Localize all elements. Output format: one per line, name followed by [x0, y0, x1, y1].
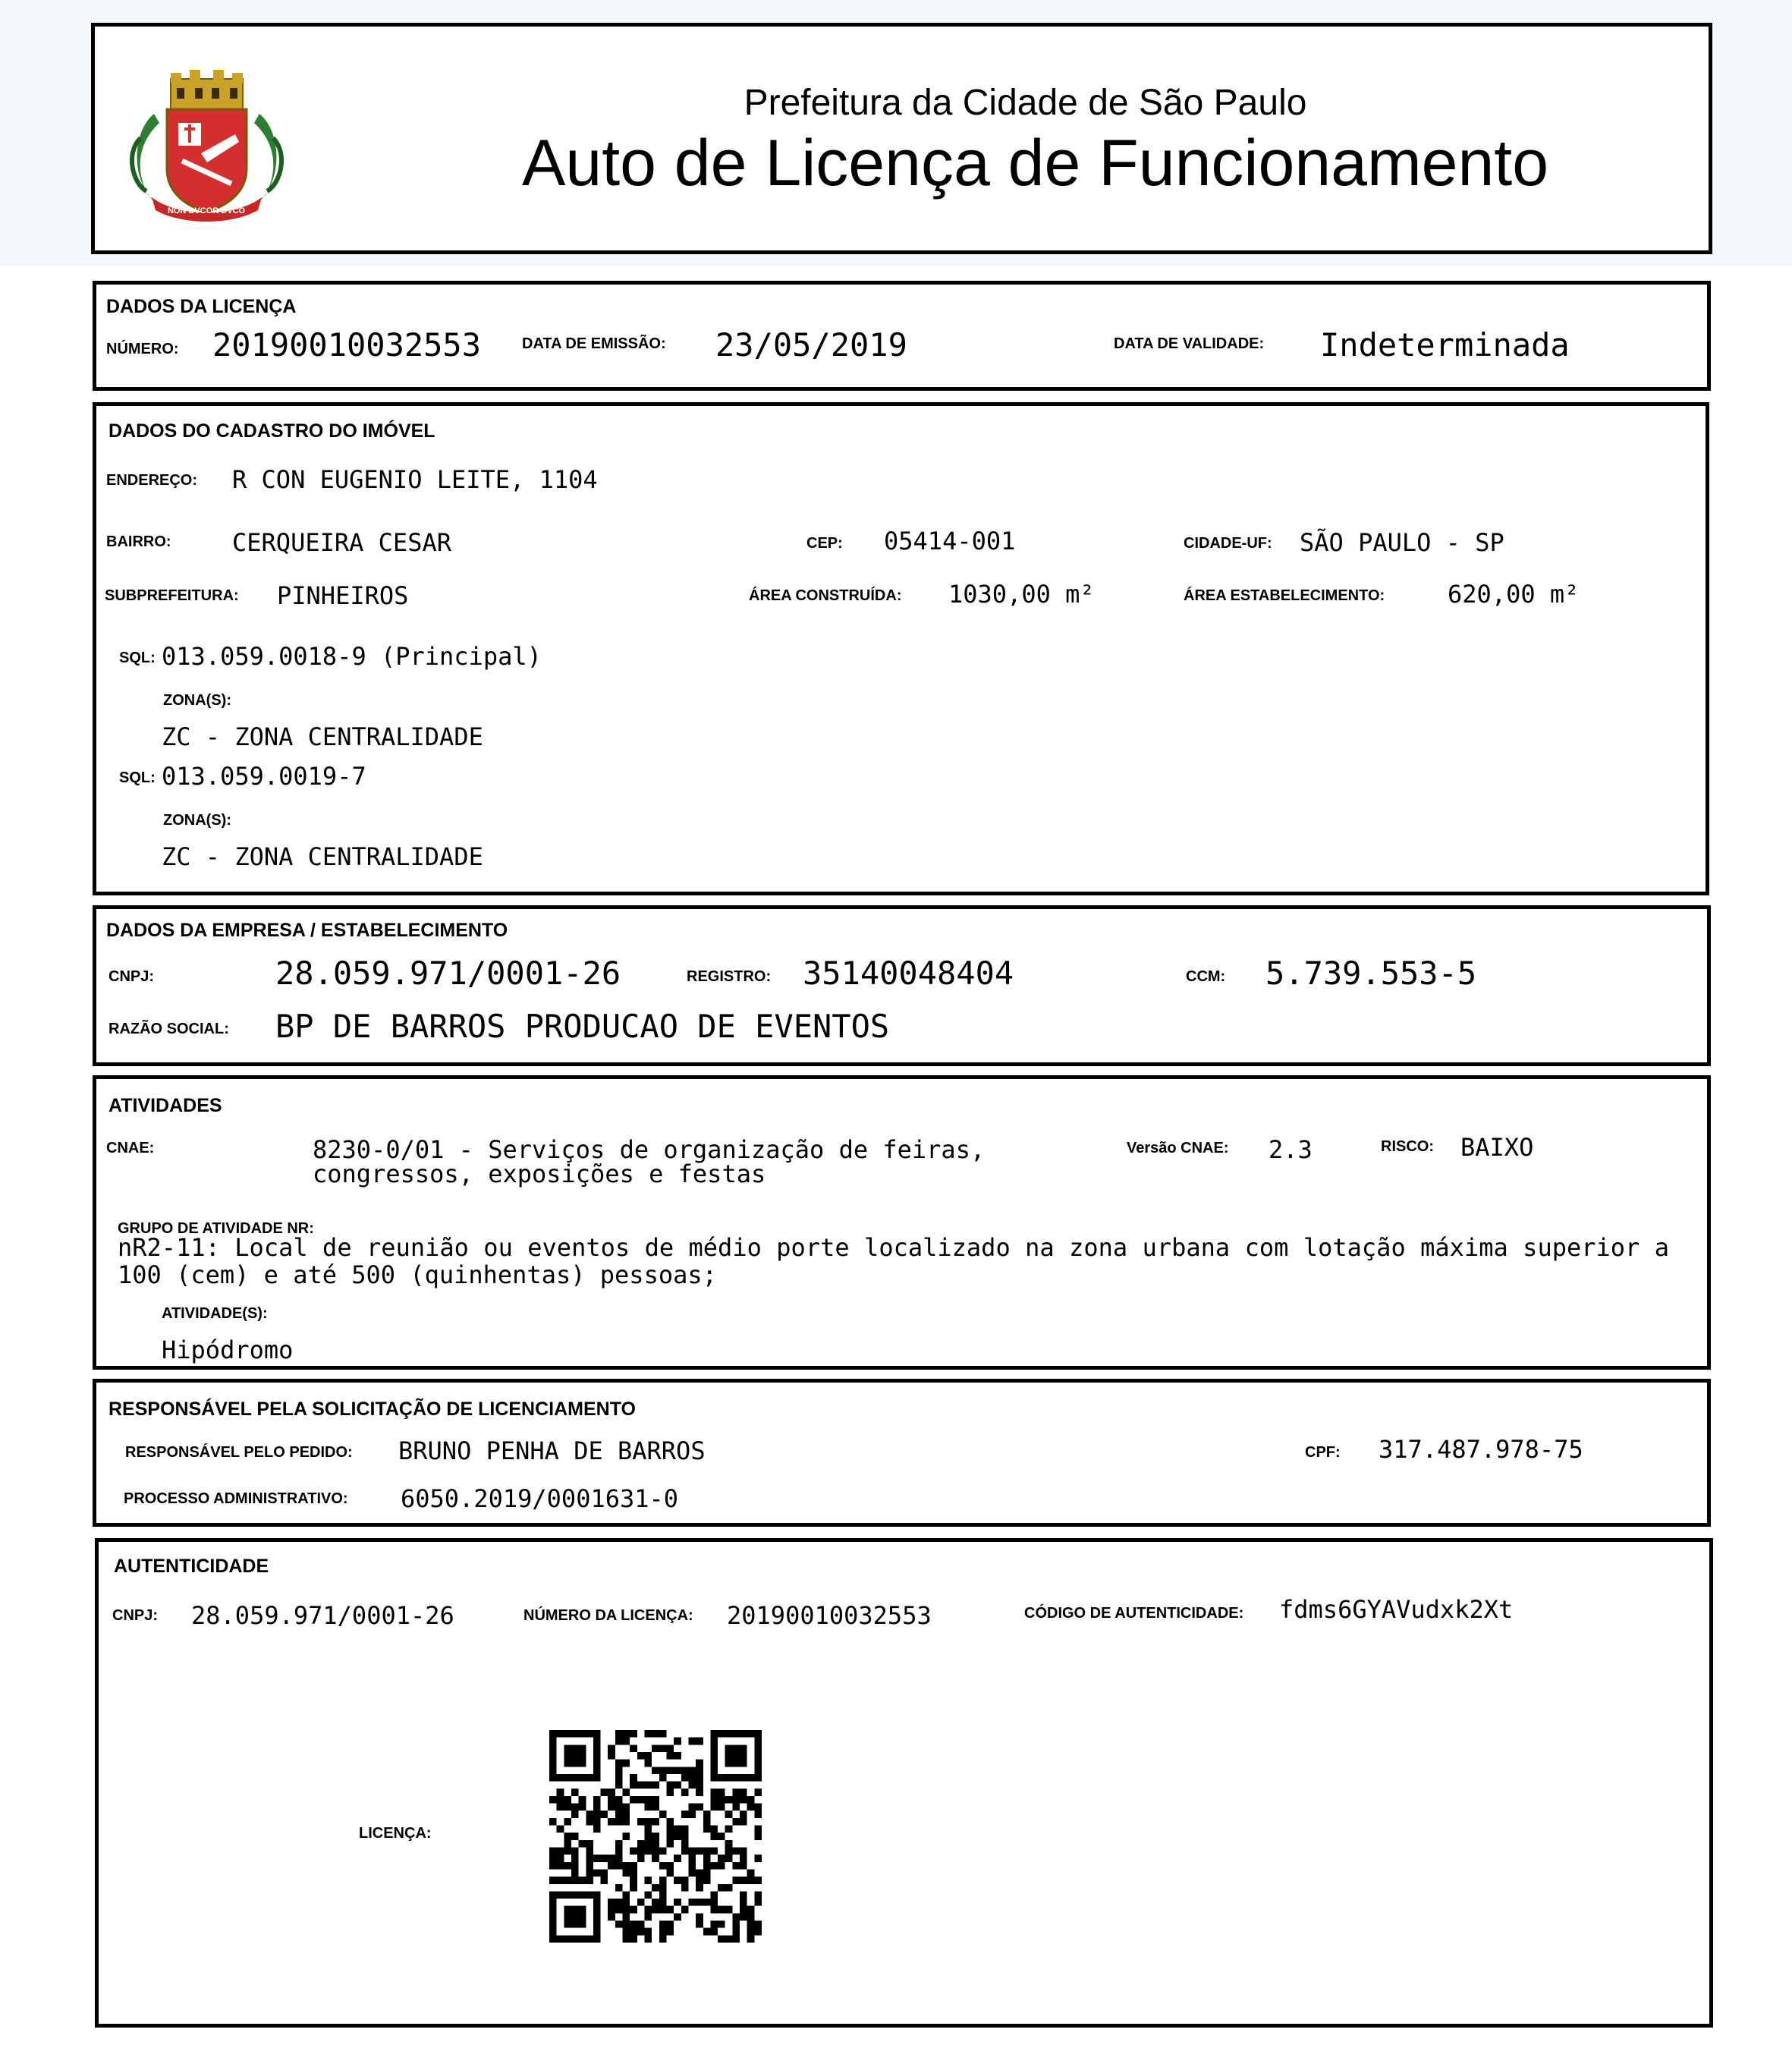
registro-value: 35140048404 — [803, 955, 1014, 992]
atividades-section-title: ATIVIDADES — [108, 1095, 222, 1116]
cnpj-value: 28.059.971/0001-26 — [275, 955, 621, 992]
header-org-title: Prefeitura da Cidade de São Paulo — [744, 83, 1307, 123]
sql-label: SQL: — [119, 650, 156, 666]
subprefeitura-value: PINHEIROS — [277, 581, 409, 610]
area-construida-label: ÁREA CONSTRUÍDA: — [749, 587, 902, 604]
cnae-value-line1: 8230-0/01 - Serviços de organização de feiras, — [313, 1135, 986, 1164]
zonas-label: ZONA(S): — [163, 692, 231, 709]
cidade-value: SÃO PAULO - SP — [1300, 528, 1504, 557]
versao-cnae-value: 2.3 — [1269, 1135, 1313, 1164]
cpf-value: 317.487.978-75 — [1379, 1435, 1583, 1464]
license-qr-code[interactable] — [549, 1730, 762, 1943]
zona-value: ZC - ZONA CENTRALIDADE — [162, 722, 483, 751]
ccm-value: 5.739.553-5 — [1265, 955, 1477, 992]
risco-value: BAIXO — [1460, 1133, 1534, 1162]
area-estabelecimento-label: ÁREA ESTABELECIMENTO: — [1184, 587, 1385, 604]
imovel-section-title: DADOS DO CADASTRO DO IMÓVEL — [108, 420, 435, 442]
processo-value: 6050.2019/0001631-0 — [401, 1484, 679, 1513]
subprefeitura-label: SUBPREFEITURA: — [105, 587, 239, 604]
area-construida-value: 1030,00 m² — [948, 580, 1095, 609]
emissao-value: 23/05/2019 — [715, 326, 907, 363]
zonas-label: ZONA(S): — [163, 812, 231, 829]
area-estabelecimento-value: 620,00 m² — [1448, 580, 1580, 609]
razao-social-label: RAZÃO SOCIAL: — [108, 1021, 229, 1037]
atividades-section-box — [93, 1075, 1711, 1370]
endereco-value: R CON EUGENIO LEITE, 1104 — [232, 465, 598, 494]
sql-value: 013.059.0019-7 — [162, 762, 366, 791]
processo-label: PROCESSO ADMINISTRATIVO: — [124, 1490, 348, 1507]
cep-label: CEP: — [806, 535, 843, 552]
svg-text:NON DVCOR DVCO: NON DVCOR DVCO — [167, 206, 246, 216]
ccm-label: CCM: — [1186, 968, 1226, 985]
validade-label: DATA DE VALIDADE: — [1114, 335, 1265, 352]
qr-licenca-label: LICENÇA: — [359, 1825, 432, 1842]
licenca-section-title: DADOS DA LICENÇA — [106, 296, 297, 317]
numero-licenca-value: 20190010032553 — [727, 1601, 932, 1630]
zona-value: ZC - ZONA CENTRALIDADE — [162, 842, 483, 871]
cnae-value-line2: congressos, exposições e festas — [313, 1159, 766, 1188]
atividade-value: Hipódromo — [162, 1336, 294, 1364]
sql-label: SQL: — [119, 769, 156, 786]
autenticidade-cnpj-label: CNPJ: — [112, 1607, 159, 1624]
responsavel-section-title: RESPONSÁVEL PELA SOLICITAÇÃO DE LICENCIAMENTO — [108, 1399, 636, 1420]
sql-value: 013.059.0018-9 (Principal) — [162, 642, 542, 671]
bairro-label: BAIRRO: — [106, 533, 171, 550]
autenticidade-cnpj-value: 28.059.971/0001-26 — [191, 1601, 454, 1630]
numero-value: 20190010032553 — [212, 326, 482, 363]
responsavel-pedido-label: RESPONSÁVEL PELO PEDIDO: — [125, 1444, 353, 1461]
razao-social-value: BP DE BARROS PRODUCAO DE EVENTOS — [275, 1008, 890, 1045]
grupo-atividade-text: nR2-11: Local de reunião ou eventos de médio porte localizado na zona urbana com lotação máxima superior a 100 (cem) e até 500 (quinhentas) pessoas; — [118, 1233, 1669, 1289]
numero-licenca-label: NÚMERO DA LICENÇA: — [523, 1607, 693, 1624]
bairro-value: CERQUEIRA CESAR — [232, 528, 451, 557]
endereco-label: ENDEREÇO: — [106, 472, 198, 489]
cpf-label: CPF: — [1305, 1444, 1341, 1461]
autenticidade-section-title: AUTENTICIDADE — [114, 1556, 269, 1577]
page-title: Auto de Licença de Funcionamento — [522, 127, 1549, 200]
codigo-autenticidade-label: CÓDIGO DE AUTENTICIDADE: — [1024, 1605, 1244, 1622]
grupo-atividade-label: GRUPO DE ATIVIDADE NR: — [118, 1220, 314, 1237]
risco-label: RISCO: — [1381, 1138, 1434, 1155]
versao-cnae-label: Versão CNAE: — [1127, 1140, 1229, 1156]
sao-paulo-coat-of-arms-icon — [125, 70, 288, 225]
emissao-label: DATA DE EMISSÃO: — [522, 335, 666, 352]
codigo-autenticidade-value: fdms6GYAVudxk2Xt — [1279, 1595, 1514, 1624]
cnae-label: CNAE: — [106, 1140, 155, 1156]
cnpj-label: CNPJ: — [108, 968, 155, 985]
empresa-section-title: DADOS DA EMPRESA / ESTABELECIMENTO — [106, 920, 508, 941]
numero-label: NÚMERO: — [106, 341, 179, 357]
validade-value: Indeterminada — [1320, 326, 1570, 363]
responsavel-pedido-value: BRUNO PENHA DE BARROS — [398, 1436, 706, 1465]
cidade-label: CIDADE-UF: — [1184, 535, 1272, 552]
atividades-label: ATIVIDADE(S): — [162, 1305, 268, 1322]
cep-value: 05414-001 — [884, 527, 1016, 555]
registro-label: REGISTRO: — [687, 968, 772, 985]
